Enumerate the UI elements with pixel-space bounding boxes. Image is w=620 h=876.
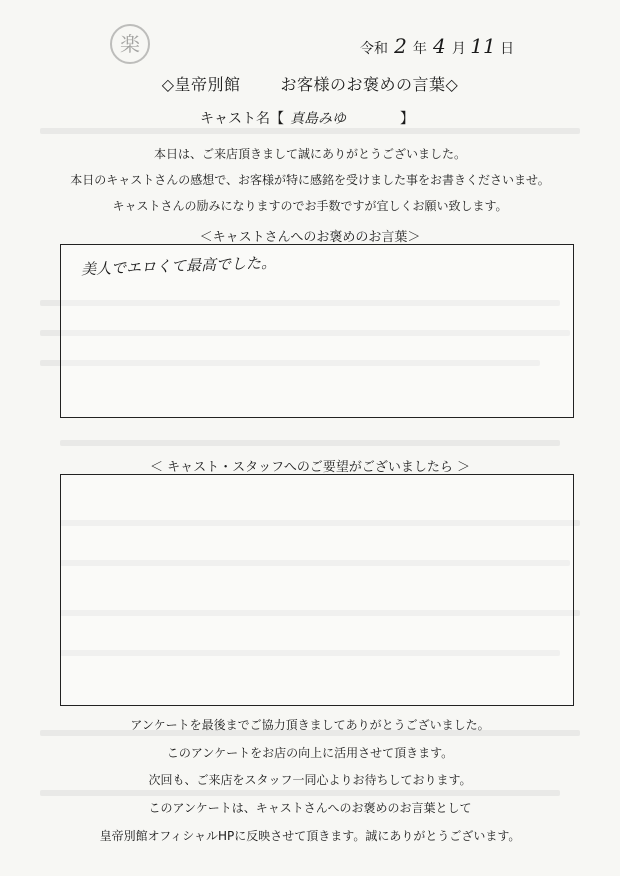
footer-line-5: 皇帝別館オフィシャルHPに反映させて頂きます。誠にありがとうございます。: [99, 829, 521, 843]
store-seal-icon: 楽: [110, 24, 150, 64]
footer-line-3: 次回も、ご来店をスタッフ一同心よりお待ちしております。: [148, 773, 472, 787]
intro-line-1: 本日は、ご来店頂きまして誠にありがとうございました。: [153, 147, 466, 161]
date-day-unit: 日: [500, 41, 515, 57]
date-field: [360, 34, 590, 58]
cast-name-field: [200, 108, 414, 128]
store-name: ◇皇帝別館: [161, 75, 241, 94]
date-era: 令和: [360, 41, 388, 57]
footer-line-2: このアンケートをお店の向上に活用させて頂きます。: [166, 746, 454, 760]
intro-line-2: 本日のキャストさんの感想で、お客様が特に感銘を受けました事をお書きくださいませ。: [70, 173, 550, 187]
intro-line-3: キャストさんの励みになりますのでお手数ですが宜しくお願い致します。: [112, 199, 508, 213]
footer-line-1: アンケートを最後までご協力頂きましてありがとうございました。: [130, 718, 490, 732]
date-month-value[interactable]: 4: [432, 34, 446, 58]
request-comment-box[interactable]: [60, 474, 574, 706]
date-day-value[interactable]: 11: [470, 34, 496, 58]
page-title: [0, 72, 620, 95]
cast-label-open: キャスト名【: [200, 111, 284, 127]
praise-comment-box[interactable]: [60, 244, 574, 418]
date-month-unit: 月: [451, 41, 466, 57]
form-heading: お客様のお褒めの言葉◇: [280, 75, 459, 94]
date-year-unit: 年: [412, 41, 427, 57]
cast-name-value[interactable]: 真島みゆ: [290, 111, 346, 127]
request-section-heading: ＜ キャスト・スタッフへのご要望がございましたら ＞: [149, 460, 470, 475]
date-year-value[interactable]: 2: [394, 34, 407, 58]
cast-label-close: 】: [400, 111, 414, 127]
praise-section-heading: ＜キャストさんへのお褒めのお言葉＞: [199, 230, 421, 245]
praise-comment-text: 美人でエロくて最高でした。: [80, 253, 277, 279]
footer-line-4: このアンケートは、キャストさんへのお褒めのお言葉として: [148, 801, 472, 815]
